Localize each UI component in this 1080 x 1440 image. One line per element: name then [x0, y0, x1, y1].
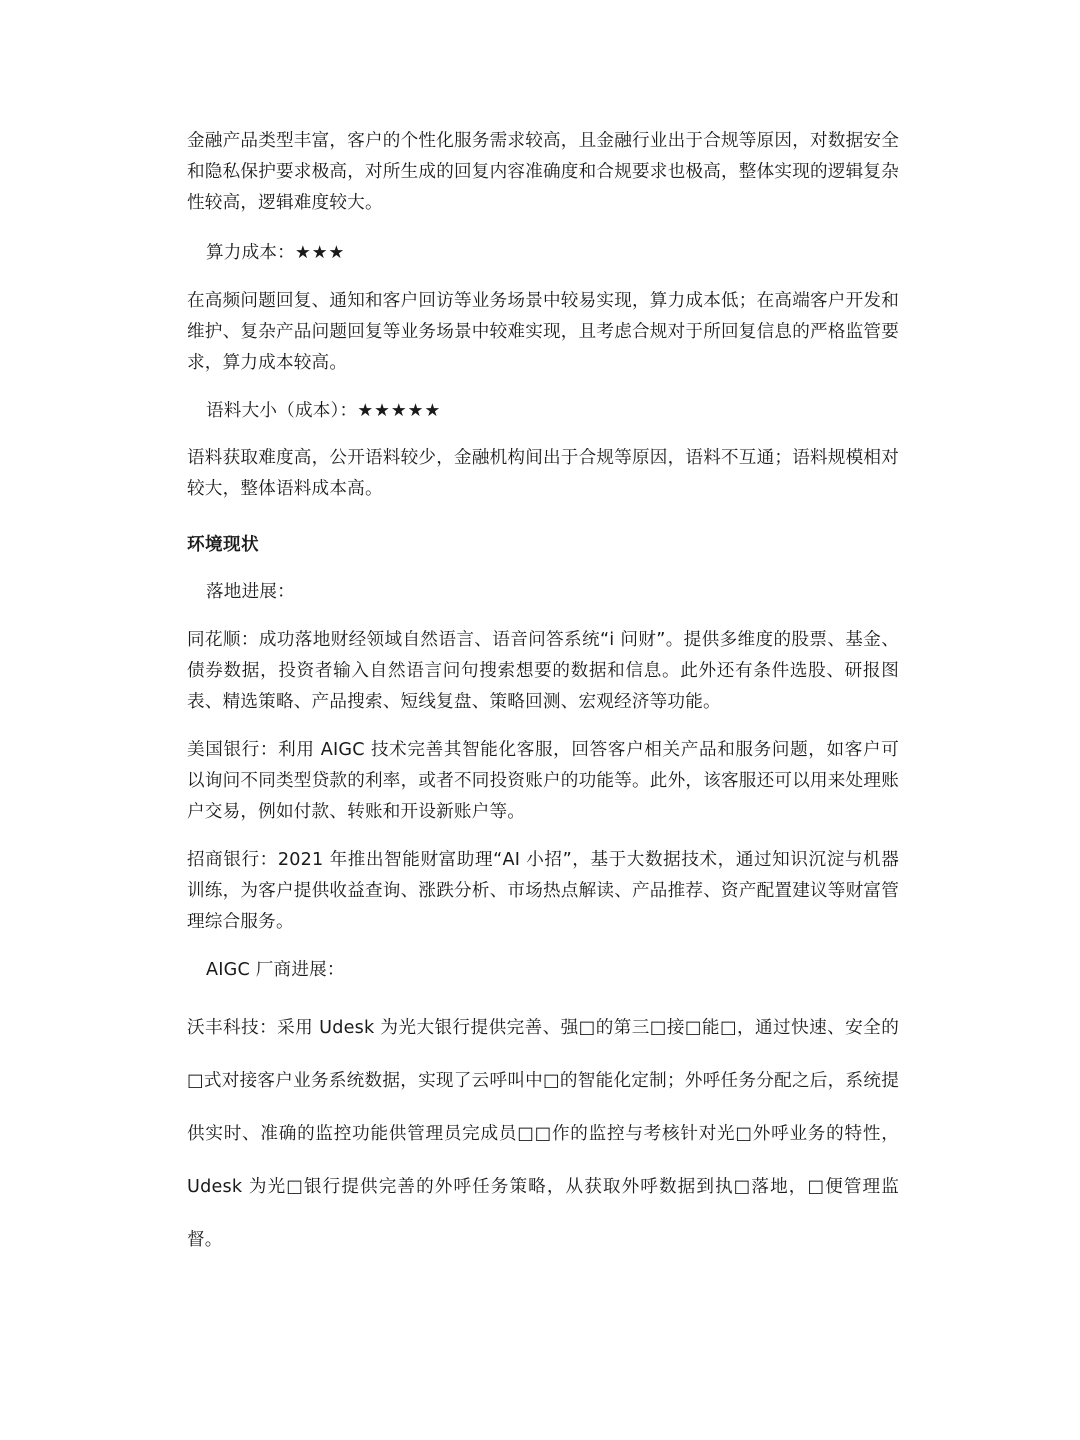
compute-cost-heading: [206, 238, 345, 269]
compute-cost-rating: ★★★: [294, 243, 346, 263]
aigc-vendor-heading: AIGC 厂商进展：: [206, 960, 345, 980]
corpus-size-rating: ★★★★★: [357, 401, 442, 421]
section-title-environment: 环境现状: [187, 535, 259, 555]
compute-cost-label: 算力成本：: [206, 243, 295, 263]
corpus-size-heading: [206, 396, 441, 427]
compute-cost-paragraph: 在高频问题回复、通知和客户回访等业务场景中较易实现，算力成本低；在高端客户开发和维护、复杂产品问题回复等业务场景中较难实现，且考虑合规对于所回复信息的严格监管要求，算力成本较高。: [187, 291, 899, 373]
cmb-paragraph: 招商银行：2021 年推出智能财富助理“AI 小招”，基于大数据技术，通过知识沉淀与机器训练，为客户提供收益查询、涨跌分析、市场热点解读、产品推荐、资产配置建议等财富管理综合服务。: [187, 850, 899, 932]
intro-paragraph: 金融产品类型丰富，客户的个性化服务需求较高，且金融行业出于合规等原因，对数据安全和隐私保护要求极高，对所生成的回复内容准确度和合规要求也极高，整体实现的逻辑复杂性较高，逻辑难度较大。: [187, 131, 899, 213]
landing-progress-heading: 落地进展：: [206, 582, 295, 602]
tonghuashun-paragraph: 同花顺：成功落地财经领域自然语言、语音问答系统“i 问财”。提供多维度的股票、基金、债券数据，投资者输入自然语言问句搜索想要的数据和信息。此外还有条件选股、研报图表、精选策略、产品搜索、短线复盘、策略回测、宏观经济等功能。: [187, 630, 899, 712]
bofa-paragraph: 美国银行：利用 AIGC 技术完善其智能化客服，回答客户相关产品和服务问题，如客户可以询问不同类型贷款的利率，或者不同投资账户的功能等。此外，该客服还可以用来处理账户交易，例如付款、转账和开设新账户等。: [187, 740, 899, 822]
corpus-size-paragraph: 语料获取难度高，公开语料较少，金融机构间出于合规等原因，语料不互通；语料规模相对较大，整体语料成本高。: [187, 448, 899, 499]
corpus-size-label: 语料大小（成本）：: [206, 401, 358, 421]
woofeng-paragraph: 沃丰科技：采用 Udesk 为光大银行提供完善、强□的第三□接□能□，通过快速、安全的□式对接客户业务系统数据，实现了云呼叫中□的智能化定制；外呼任务分配之后，系统提供实时、准确的监控功能供管理员完成员□□作的监控与考核针对光□外呼业务的特性，Udesk 为光□银行提供完善的外呼任务策略，从获取外呼数据到执□落地，□便管理监督。: [187, 1018, 899, 1250]
